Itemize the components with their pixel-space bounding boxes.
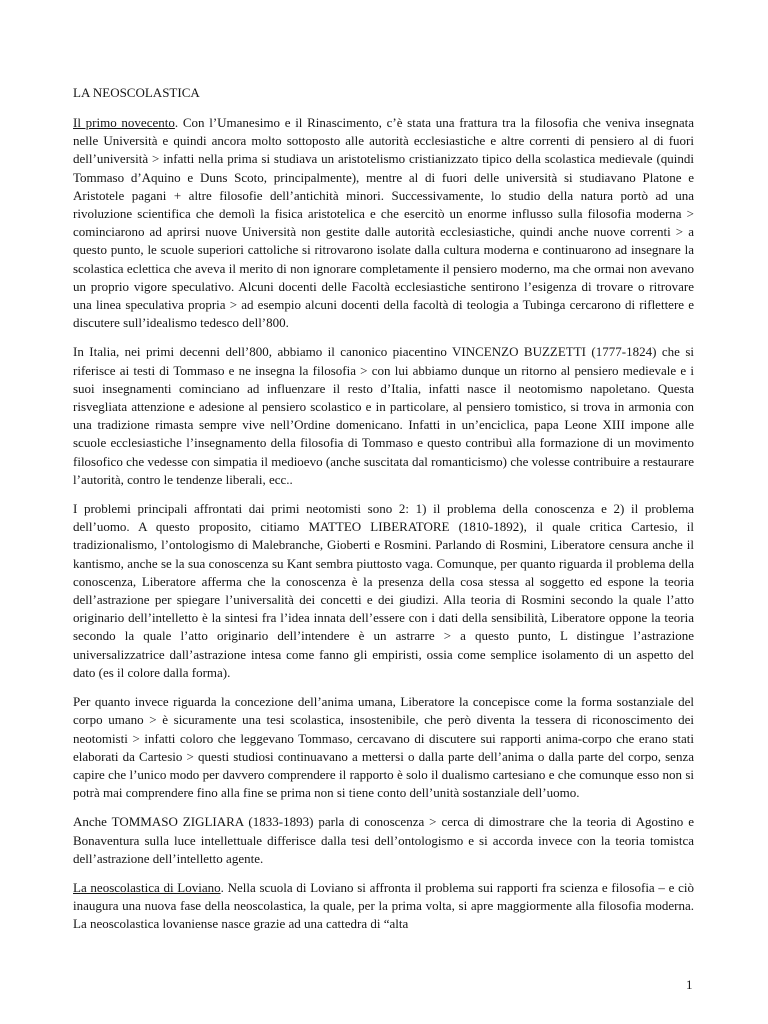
section-heading-loviano: La neoscolastica di Loviano bbox=[73, 879, 221, 895]
paragraph-loviano bbox=[73, 879, 694, 934]
paragraph-buzzetti bbox=[73, 343, 694, 489]
document-title: LA NEOSCOLASTICA bbox=[73, 85, 200, 100]
paragraph-liberatore-conoscenza bbox=[73, 500, 694, 682]
paragraph-text: Per quanto invece riguarda la concezione dell’anima umana, Liberatore la concepisce come la forma sostanziale del corpo umano > è sicuramente una tesi scolastica, insostenibile, che però diventa la tessera di riconoscimento dei neotomisti > infatti coloro che leggevano Tommaso, cercavano di discutere sui rapporti anima-corpo che erano stati elaborati da Cartesio > questi studiosi continuavano a mettersi o dalla parte dell’anima o dalla parte del corpo, senza capire che l’unico modo per davvero comprendere il rapporto è solo il dualismo cartesiano e che comunque esso non si potrà mai comprendere fino alla fine se prima non si tiene conto dell’unità sostanziale dell’uomo. bbox=[73, 694, 694, 801]
paragraph-text: Anche TOMMASO ZIGLIARA (1833-1893) parla di conoscenza > cerca di dimostrare che la teoria di Agostino e Bonaventura sulla luce intellettuale differisce dalla tesi dell’ontologismo e si accorda invece con la teoria tomistca dell’astrazione dell’intelletto agente. bbox=[73, 814, 694, 866]
paragraph-text: I problemi principali affrontati dai primi neotomisti sono 2: 1) il problema della conoscenza e 2) il problema dell’uomo. A questo proposito, citiamo MATTEO LIBERATORE (1810-1892), il quale critica Cartesio, il tradizionalismo, l’ontologismo di Malebranche, Gioberti e Rosmini. Parlando di Rosmini, Liberatore censura anche il kantismo, anche se la sua conoscenza su Kant sembra piuttosto vaga. Comunque, per quanto riguarda il problema della conoscenza, Liberatore afferma che la conoscenza è la presenza della cosa stessa al soggetto ed espone la teoria dell’astrazione per spiegare l’universalità dei concetti e dei giudizi. Alla teoria di Rosmini secondo la quale l’atto originario dell’intelletto è la sintesi fra l’idea innata dell’essere con i dati della sensibilità, Liberatore oppone la teoria secondo la quale l’atto originario dell’intendere è un astrarre > a questo punto, L distingue l’astrazione universalizzatrice dall’astrazione intesa come fanno gli empiristi, ossia come semplice isolamento di un aspetto del dato (es il colore dalla forma). bbox=[73, 501, 694, 680]
document-page bbox=[73, 84, 694, 945]
paragraph-zigliara bbox=[73, 813, 694, 868]
paragraph-anima-umana bbox=[73, 693, 694, 802]
paragraph-primo-novecento bbox=[73, 114, 694, 332]
paragraph-text: In Italia, nei primi decenni dell’800, abbiamo il canonico piacentino VINCENZO BUZZETTI (1777-1824) che si riferisce ai testi di Tommaso e ne insegna la filosofia > con lui abbiamo dunque un ritorno al pensiero medievale e i suoi insegnamenti cominciano ad influenzare il resto d’Italia, infatti nasce il neotomismo napoletano. Questa risvegliata attenzione e adesione al pensiero scolastico e in particolare, al pensiero tomistico, si trova in armonia con una tradizione rimasta sempre vive nell’Ordine domenicano. Infatti in un’enciclica, papa Leone XIII impone alle scuole ecclesiastiche l’insegnamento della filosofia di Tommaso e questo contribuì alla formazione di un movimento filosofico che vedesse con simpatia il medioevo (anche suscitata dal romanticismo) che volesse contribuire a restaurare l’autorità, contro le tendenze liberali, ecc.. bbox=[73, 344, 694, 487]
section-heading-primo-novecento: Il primo novecento bbox=[73, 115, 175, 130]
paragraph-text: . Nella scuola di Loviano si affronta il problema sui rapporti fra scienza e filosofia – e ciò inaugura una nuova fase della neoscolastica, la quale, per la prima volta, si apre maggiormente alla filosofia moderna. La neoscolastica lovaniense nasce grazie ad una cattedra di “alta bbox=[73, 879, 695, 932]
page-number: 1 bbox=[686, 977, 693, 992]
paragraph-text: . Con l’Umanesimo e il Rinascimento, c’è stata una frattura tra la filosofia che veniva insegnata nelle Università e quindi ancora molto sottoposto alle autorità ecclesiastiche e altre correnti di pensiero al di fuori dell’università > infatti nella prima si studiava un aristotelismo cristianizzato tipico della scolastica medievale (quindi Tommaso d’Aquino e Duns Scoto, principalmente), mentre al di fuori delle università si studiavano Platone e Aristotele pagani + altre filosofie dell’antichità minori. Successivamente, lo studio della natura portò ad una rivoluzione scientifica che demolì la fisica aristotelica e che esercitò un enorme influsso sulla filosofia moderna > cominciarono ad aprirsi nuove Università non gestite dalle autorità ecclesiastiche, quindi anche nuove correnti > a questo punto, le scuole superiori cattoliche si ritrovarono isolate dalla cultura moderna e continuarono ad insegnare la scolastica eclettica che aveva il merito di non ignorare completamente il pensiero moderno, ma che ormai non avevano un proprio vigore speculativo. Alcuni docenti delle Facoltà ecclesiastiche sentirono l’esigenza di trovare o ritrovare una linea speculativa propria > ad esempio alcuni docenti della facoltà di teologia a Tubinga cercarono di riflettere e discutere sull’idealismo tedesco dell’800. bbox=[73, 115, 694, 331]
